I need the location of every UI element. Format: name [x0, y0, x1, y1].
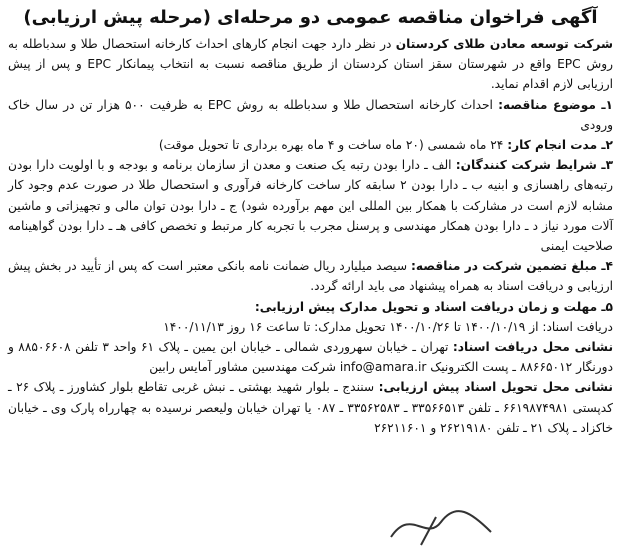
- address-text: سنندج ـ بلوار شهید بهشتی ـ نبش غربی تقاطع بلوار کشاورز ـ پلاک ۲۶ ـ کدپستی ۶۶۱۹۸۷۴۹۸۱ ـ تلفن ۳۳۵۶۶۵۱۳ ـ ۳۳۵۶۲۵۸۳ ـ ۰۸۷ یا تهران خیابان ولیعصر نرسیده به چهارراه پارک وی ـ خیابان خاکزاد ـ پلاک ۲۱ ـ تلفن ۲۶۲۱۹۱۸۰ و ۲۶۲۱۱۶۰۱: [8, 380, 613, 435]
- section-text: ۲۴ ماه شمسی (۲۰ ماه ساخت و ۴ ماه بهره برداری تا تحویل موقت): [158, 138, 504, 153]
- section-text: الف ـ دارا بودن رتبه یک صنعت و معدن از سازمان برنامه و بودجه و با اولویت دارا بودن رتبه‌های راهسازی و ابنیه ب ـ دارا بودن ۲ سابقه کار ساخت کارخانه فرآوری و استحصال طلا در صورت عدم وجود کار مشابه لازم است در مشارکت با همکار بین المللی این مهم برآورده شود) ج ـ دارا بودن توان مالی و تجهیزاتی و ماشین آلات مورد نیاز د ـ دارا بودن همکار مهندسی و پرسنل مجرب با تجربه کار مرتبط و تخصص کافی هـ ـ دارا بودن گواهینامه صلاحیت ایمنی: [8, 158, 613, 254]
- section-heading: ۳ـ شرایط شرکت کنندگان:: [455, 158, 614, 173]
- notice-title: آگهی فراخوان مناقصه عمومی دو مرحله‌ای (مرحله پیش ارزیابی): [23, 7, 598, 28]
- address-submission: [8, 377, 613, 438]
- section-text: احداث کارخانه استحصال طلا و سدباطله به روش EPC به ظرفیت ۵۰۰ هزار تن در سال خاک ورودی: [8, 97, 613, 132]
- intro-paragraph: [8, 34, 613, 95]
- address-heading: نشانی محل دریافت اسناد:: [452, 340, 614, 355]
- section-heading: ۲ـ مدت انجام کار:: [507, 138, 613, 153]
- address-heading: نشانی محل تحویل اسناد پیش ارزیابی:: [378, 380, 613, 395]
- section-heading: ۴ـ مبلغ تضمین شرکت در مناقصه:: [411, 259, 613, 274]
- address-text: تهران ـ خیابان سهروردی شمالی ـ خیابان ابن یمین ـ پلاک ۶۱ واحد ۳ تلفن ۸۸۵۰۶۶۰۸ و دورنگار ۸۸۶۶۵۰۱۲ ـ پست الکترونیک info@amara.ir شرکت مهندسین مشاور آمایس رابین: [8, 340, 613, 375]
- section-subject: [8, 95, 613, 135]
- handwritten-mark-icon: [381, 497, 501, 547]
- address-documents: [8, 337, 613, 377]
- section-heading: ۵ـ مهلت و زمان دریافت اسناد و تحویل مدارک پیش ارزیابی:: [254, 299, 613, 314]
- section-duration: [8, 135, 613, 155]
- section-heading: ۱ـ موضوع مناقصه:: [498, 97, 613, 112]
- company-name: شرکت توسعه معادن طلای کردستان: [395, 37, 613, 51]
- section-guarantee: [8, 256, 613, 296]
- section-text: سیصد میلیارد ریال ضمانت نامه بانکی معتبر است که پس از تأیید در بخش پیش ارزیابی و دریافت اسناد به همراه پیشنهاد می باید ارائه گردد.: [8, 259, 613, 294]
- section-conditions: [8, 155, 613, 256]
- section-deadline: [8, 297, 613, 317]
- dates-line: دریافت اسناد: از ۱۴۰۰/۱۰/۱۹ تا ۱۴۰۰/۱۰/۲۶ تحویل مدارک: تا ساعت ۱۶ روز ۱۴۰۰/۱۱/۱۳: [163, 319, 613, 334]
- intro-text: در نظر دارد جهت انجام کارهای احداث کارخانه استحصال طلا و سدباطله به روش EPC واقع در شهرستان سقز استان کردستان از طریق مناقصه نسبت به انتخاب پیمانکار EPC و پس از پیش ارزیابی لازم اقدام نماید.: [8, 37, 613, 92]
